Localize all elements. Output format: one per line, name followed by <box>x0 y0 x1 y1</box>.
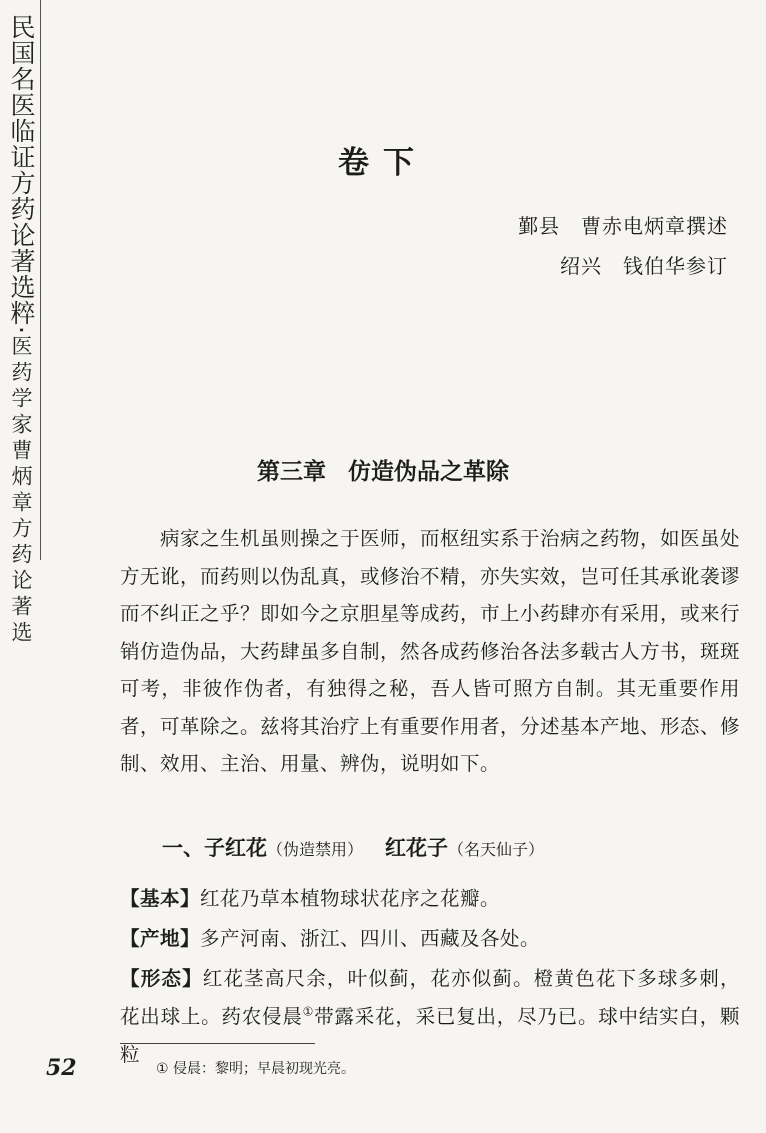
separator-dot: · <box>7 326 36 335</box>
footnote-rule <box>120 1043 315 1044</box>
volume-title: 卷下 <box>338 145 428 181</box>
entry-label: 【基本】 <box>120 887 201 910</box>
section-alt-note: （名天仙子） <box>448 840 545 859</box>
section-alt-name: 红花子 <box>385 836 449 860</box>
entry-label: 【形态】 <box>120 967 203 990</box>
author-line-1: 鄞县 曹赤电炳章撰述 <box>518 214 728 238</box>
entry-text: 红花茎高尺余，叶似蓟，花亦似蓟。橙黄色花下多球多刺，花出球上。药农侵晨 <box>120 967 740 1028</box>
entry-text: 多产河南、浙江、四川、西藏及各处。 <box>200 927 541 950</box>
entry-text: 红花乃草本植物球状花序之花瓣。 <box>200 887 501 910</box>
footnote-mark[interactable]: ① <box>302 1004 315 1019</box>
entry-label: 【产地】 <box>120 927 201 950</box>
chapter-number: 第三章 <box>257 459 326 485</box>
entry-form <box>120 960 740 1074</box>
entry-text-continued: 带露采花，采已复出，尽乃已。球中结实白，颗粒 <box>120 1005 740 1066</box>
page-number: 52 <box>46 1055 77 1081</box>
section-heading <box>162 832 544 862</box>
book-title: 医药学家曹炳章方药论著选 <box>9 334 33 647</box>
chapter-title: 仿造伪品之革除 <box>348 459 509 485</box>
intro-paragraph <box>120 520 740 783</box>
footnote: ① 侵晨：黎明；早晨初现光亮。 <box>156 1061 356 1077</box>
intro-text: 病家之生机虽则操之于医师，而枢纽实系于治病之药物，如医虽处方无讹，而药则以伪乱真，或修治不精，亦失实效，岂可任其承讹袭谬而不纠正之乎？即如今之京胆星等成药，市上小药肆亦有采用，或来行销仿造伪品，大药肆虽多自制，然各成药修治各法多载古人方书，斑斑可考，非彼作伪者，有独得之秘，吾人皆可照方自制。其无重要作用者，可革除之。兹将其治疗上有重要作用者，分述基本产地、形态、修制、效用、主治、用量、辨伪，说明如下。 <box>120 527 741 775</box>
chapter-heading <box>0 453 766 486</box>
section-note: （伪造禁用） <box>267 840 364 859</box>
series-title: 民国名医临证方药论著选粹 <box>7 14 36 326</box>
author-line-2: 绍兴 钱伯华参订 <box>560 254 728 278</box>
entry-basic <box>120 880 740 918</box>
entry-origin <box>120 920 740 958</box>
running-head <box>7 14 35 647</box>
section-title: 一、子红花 <box>162 836 267 860</box>
